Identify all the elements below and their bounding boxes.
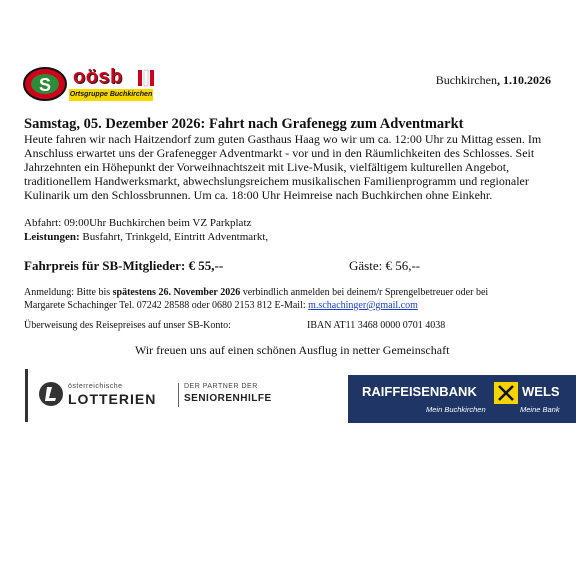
soesb-logo-icon: [23, 66, 71, 106]
lotterien-name: LOTTERIEN: [68, 391, 157, 407]
svg-text:S: S: [39, 75, 52, 95]
registration-line-1: [24, 287, 488, 300]
logo-name: oösb: [73, 66, 123, 88]
price-guests: Gäste: € 56,--: [349, 258, 421, 273]
bank-tagline-2: Meine Bank: [520, 405, 560, 414]
lotterien-partner: DER PARTNER DER: [184, 383, 258, 390]
date-value: 1.10.2026: [503, 73, 551, 87]
transfer-label: Überweisung des Reisepreises auf unser SB-Konto:: [24, 320, 231, 331]
price-members: Fahrpreis für SB-Mitglieder: € 55,--: [24, 258, 224, 273]
logo-subtitle: Ortsgruppe Buchkirchen: [69, 89, 153, 101]
bank-tagline-1: Mein Buchkirchen: [426, 405, 486, 414]
lotterien-seniorenhilfe: SENIORENHILFE: [184, 393, 272, 404]
lotterien-small: österreichische: [68, 383, 123, 390]
bank-name: RAIFFEISENBANK: [362, 384, 477, 399]
registration-contact: Margarete Schachinger Tel. 07242 28588 oder 0680 2153 812 E-Mail:: [24, 300, 309, 311]
registration-deadline: spätestens 26. November 2026: [112, 287, 241, 298]
lotterien-logo: [25, 369, 272, 422]
registration-line-2: [24, 300, 418, 313]
closing-text: Wir freuen uns auf einen schönen Ausflug in netter Gemeinschaft: [135, 343, 450, 357]
email-link[interactable]: m.schachinger@gmail.com: [308, 300, 418, 311]
lotterien-mark-icon: [38, 381, 64, 407]
page-title: Samstag, 05. Dezember 2026: Fahrt nach Grafenegg zum Adventmarkt: [24, 116, 464, 132]
iban-value: IBAN AT11 3468 0000 0701 4038: [307, 320, 446, 331]
services-line: [24, 231, 268, 243]
description-text: Heute fahren wir nach Haitzendorf zum guten Gasthaus Haag wo wir um ca. 12:00 Uhr zu Mittag essen. Im Anschluss erwartet uns der Grafenegger Adventmarkt - vor und in den Räumlichkeiten des Schlosses. Seit Jahrzehnten ein Höhepunkt der Vorweihnachtszeit mit Live-Musik, vielfältigem kulturellen Angebot, traditionellem Handwerksmarkt, abwechslungsreichem musikalischen Familienprogramm und regionaler Kulinarik um den Schlossbrunnen. Um ca. 18:00 Uhr Heimreise nach Buchkirchen ohne Einkehr.: [24, 132, 542, 202]
departure-text: Abfahrt: 09:00Uhr Buchkirchen beim VZ Parkplatz: [24, 217, 252, 229]
bank-place: WELS: [522, 384, 560, 399]
registration-suffix: verbindlich anmelden bei deinem/r Sprengelbetreuer oder bei: [240, 287, 489, 298]
soesb-logo: [23, 66, 153, 106]
giebelkreuz-icon: [494, 382, 518, 404]
raiffeisen-logo: [348, 375, 576, 423]
date-place: Buchkirchen: [435, 73, 497, 87]
date-line: Buchkirchen, 1.10.2026: [435, 73, 551, 87]
flag-stripes-icon: [136, 68, 160, 88]
services-label: Leistungen:: [24, 231, 80, 243]
services-text: Busfahrt, Trinkgeld, Eintritt Adventmarkt,: [79, 231, 269, 243]
lotterien-divider: [178, 383, 179, 407]
registration-prefix: Anmeldung: Bitte bis: [24, 287, 113, 298]
